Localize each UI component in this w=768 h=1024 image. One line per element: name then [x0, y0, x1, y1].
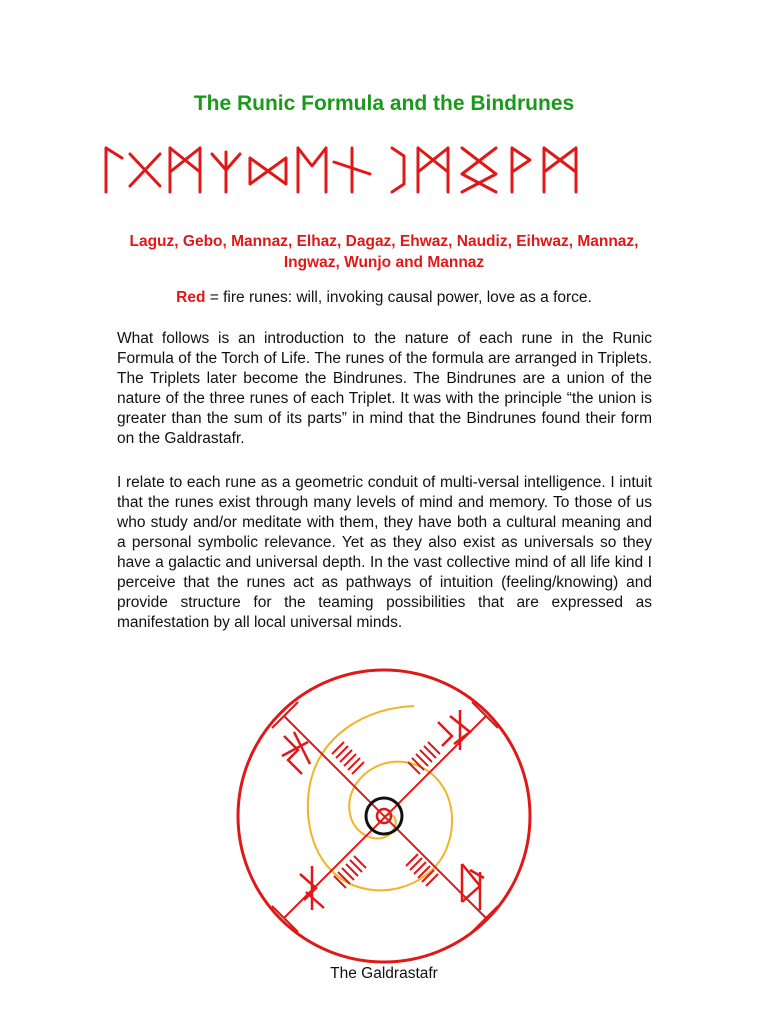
rune-gebo-icon [130, 154, 160, 186]
paragraph-geometric-conduit: I relate to each rune as a geometric conduit of multi-versal intelligence. I intuit that the runes exist through many levels of mind and memory. To those of us who study and/or meditate with them, they have both a cultural meaning and a personal symbolic relevance. Yet as they also exist as universals so they have a galactic and universal depth. In the vast collective mind of all life kind I perceive that the runes act as pathways of intuition (feeling/knowing) and provide structure for the teaming possibilities that are expressed as manifestation by all local universal minds. [117, 474, 652, 631]
rune-elhaz-icon [212, 152, 240, 192]
hatch-ne [408, 742, 440, 774]
legend-description: = fire runes: will, invoking causal power, love as a force. [205, 289, 592, 306]
galdrastafr-figure [224, 666, 552, 966]
rune-ingwaz-icon [462, 148, 496, 192]
page-title: The Runic Formula and the Bindrunes [193, 92, 575, 115]
hatch-se [406, 854, 438, 886]
hatch-sw [334, 856, 366, 888]
bindrune-se-icon [462, 864, 484, 910]
bindrune-sw-icon [300, 866, 324, 910]
legend [116, 289, 652, 307]
rune-naudiz-icon [334, 148, 370, 192]
figure-caption: The Galdrastafr [330, 965, 438, 982]
rune-mannaz-icon [170, 148, 200, 192]
legend-keyword: Red [176, 289, 206, 306]
rune-eihwaz-icon [392, 148, 404, 192]
rune-names: Laguz, Gebo, Mannaz, Elhaz, Dagaz, Ehwaz, Naudiz, Eihwaz, Mannaz, Ingwaz, Wunjo and Mannaz [129, 233, 639, 271]
rune-wunjo-icon [512, 148, 530, 192]
bindrune-ne-icon [438, 710, 470, 750]
rune-ehwaz-icon [298, 148, 326, 192]
rune-dagaz-icon [250, 158, 286, 184]
paragraph-intro: What follows is an introduction to the nature of each rune in the Runic Formula of the Torch of Life. The runes of the formula are arranged in Triplets. The Triplets later become the Bindrunes. The Bindrunes are a union of the nature of the three runes of each Triplet. It was with the principle “the union is greater than the sum of its parts” in mind that the Bindrunes found their form on the Galdrastafr. [117, 330, 652, 447]
rune-row [100, 144, 660, 196]
rune-mannaz-icon [418, 148, 448, 192]
rune-laguz-icon [106, 148, 122, 192]
rune-mannaz-icon [544, 148, 576, 192]
